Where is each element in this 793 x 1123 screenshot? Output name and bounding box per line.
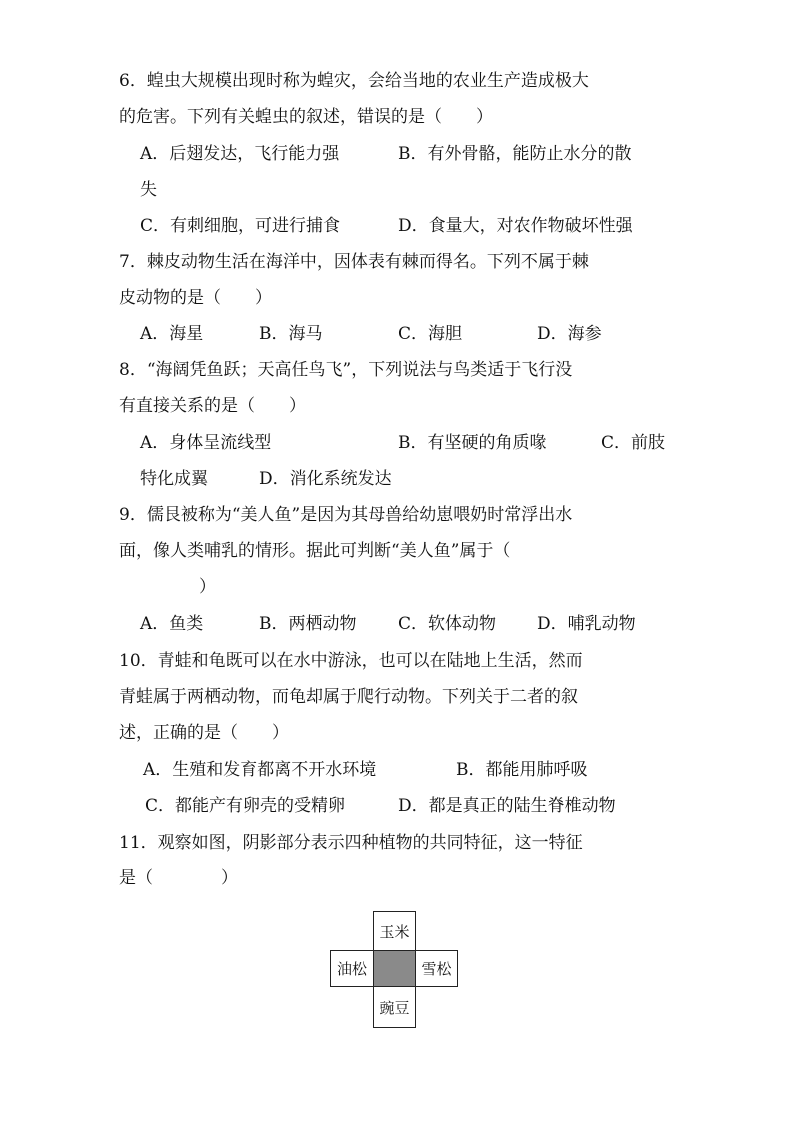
q8-stem-line1: 8．“海阔凭鱼跃；天高任鸟飞”，下列说法与鸟类适于飞行没: [119, 360, 573, 380]
q9-stem-line2: 面，像人类哺乳的情形。据此可判断“美人鱼”属于（: [119, 541, 511, 561]
q6-stem-line2: 的危害。下列有关蝗虫的叙述，错误的是（ ）: [119, 107, 493, 127]
diagram-shaded-center: [373, 950, 416, 987]
q9-option-b: B．两栖动物: [259, 614, 357, 634]
q9-option-d: D．哺乳动物: [537, 614, 636, 634]
q6-option-b-cont: 失: [140, 180, 157, 200]
diagram-cell-right: 雪松: [415, 950, 458, 987]
q7-stem-line1: 7．棘皮动物生活在海洋中，因体表有棘而得名。下列不属于棘: [119, 252, 589, 272]
diagram-cell-bottom: 豌豆: [373, 986, 416, 1028]
q10-stem-line2: 青蛙属于两栖动物，而龟却属于爬行动物。下列关于二者的叙: [119, 687, 578, 707]
q7-option-d: D．海参: [537, 324, 602, 344]
q10-option-d: D．都是真正的陆生脊椎动物: [398, 796, 616, 816]
q7-option-b: B．海马: [259, 324, 323, 344]
q7-option-a: A．海星: [140, 324, 204, 344]
q8-option-a: A．身体呈流线型: [140, 433, 272, 453]
q8-option-c-cont: 特化成翼: [140, 469, 208, 489]
q9-stem-line1: 9．儒艮被称为“美人鱼”是因为其母兽给幼崽喂奶时常浮出水: [119, 505, 573, 525]
q9-option-a: A．鱼类: [140, 614, 204, 634]
q11-stem-line2: 是（ ）: [119, 868, 238, 888]
q8-option-b: B．有坚硬的角质喙: [398, 433, 547, 453]
q11-stem-line1: 11．观察如图，阴影部分表示四种植物的共同特征，这一特征: [119, 833, 583, 853]
diagram-cell-left: 油松: [330, 950, 374, 987]
q10-option-b: B．都能用肺呼吸: [456, 760, 588, 780]
q6-option-a: A．后翅发达，飞行能力强: [140, 144, 340, 164]
q6-option-d: D．食量大，对农作物破坏性强: [398, 216, 633, 236]
q10-option-a: A．生殖和发育都离不开水环境: [143, 760, 377, 780]
q8-option-c: C．前肢: [601, 433, 666, 453]
q10-stem-line1: 10．青蛙和龟既可以在水中游泳，也可以在陆地上生活，然而: [119, 651, 583, 671]
diagram-cell-top: 玉米: [373, 911, 416, 951]
q10-stem-line3: 述，正确的是（ ）: [119, 723, 289, 743]
q10-option-c: C．都能产有卵壳的受精卵: [145, 796, 346, 816]
q9-stem-line3: ）: [199, 577, 216, 597]
q6-option-c: C．有刺细胞，可进行捕食: [140, 216, 341, 236]
q6-stem-line1: 6．蝗虫大规模出现时称为蝗灾，会给当地的农业生产造成极大: [119, 71, 589, 91]
q7-option-c: C．海胆: [398, 324, 463, 344]
q9-option-c: C．软体动物: [398, 614, 497, 634]
q7-stem-line2: 皮动物的是（ ）: [119, 288, 272, 308]
q8-option-d: D．消化系统发达: [259, 469, 392, 489]
q8-stem-line2: 有直接关系的是（ ）: [119, 396, 306, 416]
q6-option-b: B．有外骨骼，能防止水分的散: [398, 144, 632, 164]
